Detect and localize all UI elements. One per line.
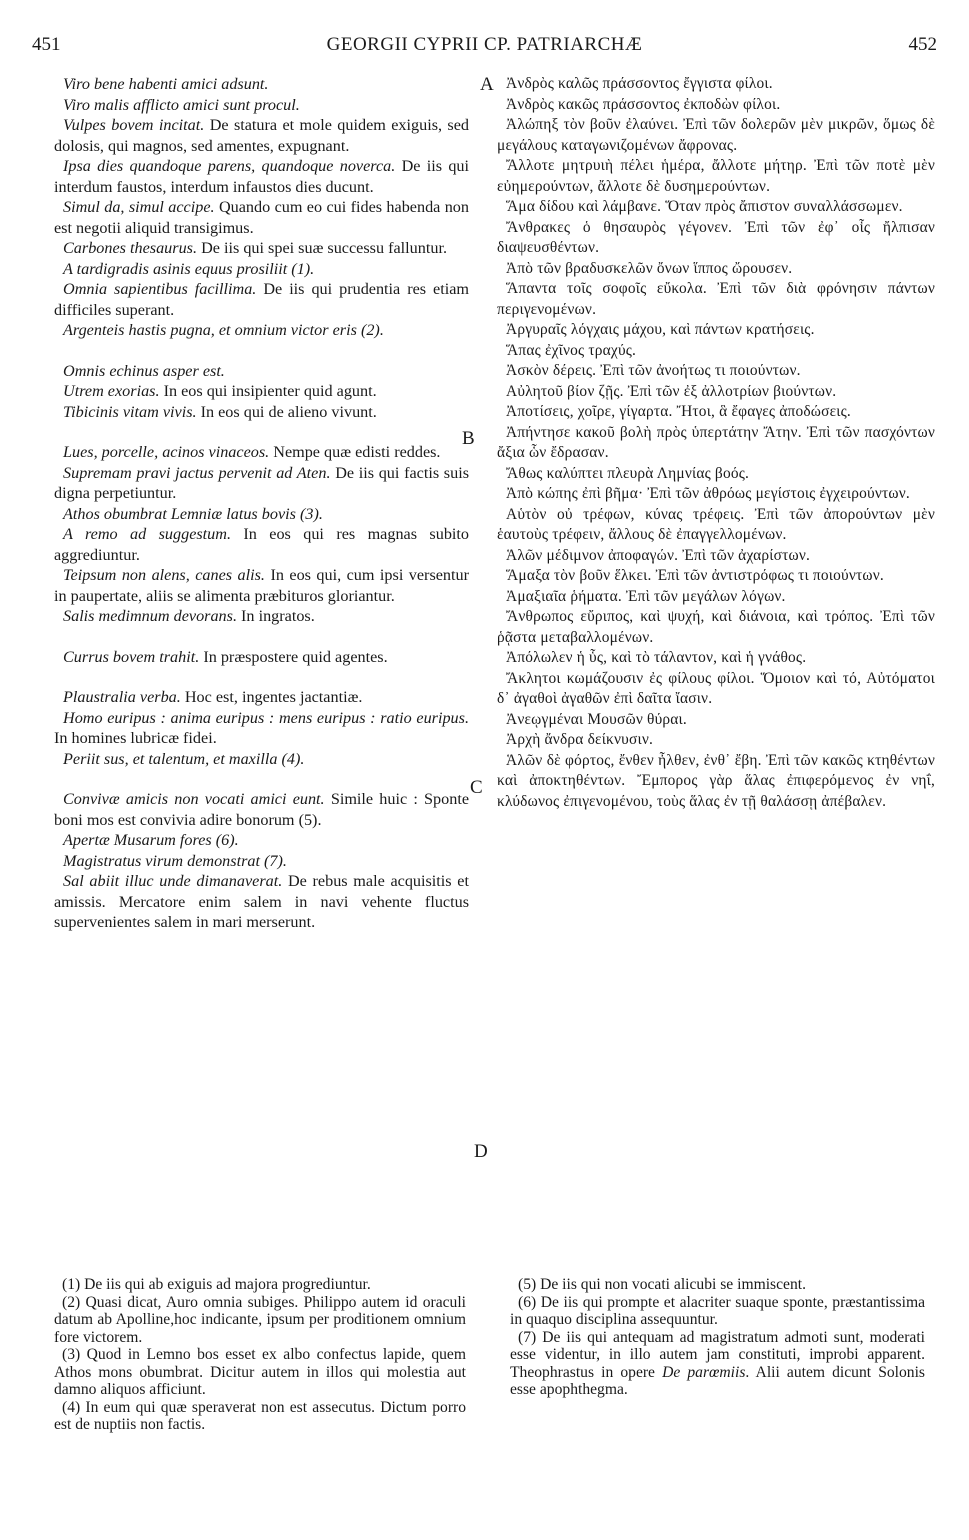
- latin-entry: [54, 279, 469, 320]
- greek-entry: Ἀλώπηξ τὸν βοῦν ἐλαύνει. Ἐπὶ τῶν δολερῶν μὲν μικρῶν, ὅμως δὲ μεγάλους καταγωνιζομένων ἄφρονας.: [497, 116, 935, 154]
- footnote-text: (6) De iis qui prompte et alacriter suaque sponte, præstantissima in quaquo disciplina assequuntur.: [510, 1293, 925, 1328]
- latin-gloss: De iis qui prudentia res etiam difficiles superant.: [54, 280, 470, 319]
- latin-proverb: Argenteis hastis pugna, et omnium victor eris (2).: [63, 321, 384, 339]
- latin-proverb: Currus bovem trahit.: [63, 647, 200, 666]
- latin-gloss: De iis qui factis suis digna perpetiuntur.: [54, 463, 469, 502]
- latin-entry: [54, 156, 469, 197]
- footnote-text: . Alii autem dicunt Solonis esse apophthegma.: [510, 1363, 925, 1398]
- running-title: GEORGII CYPRII CP. PATRIARCHÆ: [326, 34, 643, 55]
- greek-entry: Ἄθως καλύπτει πλευρὰ Λημνίας βοός.: [506, 464, 750, 482]
- latin-entry: [54, 320, 469, 341]
- footnote-text: (7) De iis qui antequam ad magistratum admoti sunt, moderati esse videntur, in illo autem jam constituti, improbi apparent. Theophrastus in opere: [510, 1328, 925, 1381]
- latin-entry: [54, 871, 469, 933]
- latin-gloss: De iis qui spei suæ successu falluntur.: [201, 239, 447, 257]
- latin-entry: [54, 830, 469, 851]
- greek-entry: Ἅπας ἐχῖνος τραχύς.: [506, 341, 637, 359]
- latin-proverb: Homo euripus : anima euripus : mens euripus : ratio euripus.: [63, 708, 469, 727]
- greek-entry: Ἁλῶν μέδιμνον ἀποφαγών. Ἐπὶ τῶν ἀχαρίστων.: [506, 546, 811, 564]
- footnote: [510, 1294, 925, 1329]
- greek-entry: Αὐλητοῦ βίον ζῇς. Ἐπὶ τῶν ἐξ ἀλλοτρίων βιούντων.: [506, 382, 837, 400]
- margin-letter-b: B: [462, 428, 475, 449]
- greek-entry: Ἀργυραῖς λόγχαις μάχου, καὶ πάντων κρατήσεις.: [506, 321, 815, 338]
- latin-gloss: De rebus male acquisitis et amissis. Mercatore enim salem in navi vehente fluctus supervenientes salem in mari merserunt.: [54, 872, 469, 931]
- latin-entry: [54, 647, 469, 668]
- greek-entry: Ἀποτίσεις, χοῖρε, γίγαρτα. Ἤτοι, ἃ ἔφαγες ἀποδώσεις.: [506, 403, 851, 420]
- greek-entry: Ἀπήντησε κακοῦ βολὴ πρὸς ὑπερτάτην Ἄτην. Ἐπὶ τῶν πασχόντων ἄξια ὧν ἔδρασαν.: [497, 423, 935, 461]
- latin-proverb: Vulpes bovem incitat.: [63, 116, 205, 134]
- latin-column: [54, 74, 469, 933]
- running-header: [32, 34, 937, 60]
- latin-entry: [54, 197, 469, 238]
- footnote: [510, 1329, 925, 1399]
- latin-entry: [54, 238, 469, 259]
- latin-entry: [54, 606, 469, 627]
- footnote: (3) Quod in Lemno bos esset ex albo confectus lapide, quem Athos mons obumbrat. Dicitur autem in illos qui molestia aut damno aliquos afficiunt.: [54, 1346, 466, 1398]
- latin-gloss: Nempe quæ edisti reddes.: [273, 443, 441, 461]
- latin-proverb: Omnis echinus asper est.: [63, 361, 225, 380]
- greek-entry: Ἅμαξα τὸν βοῦν ἕλκει. Ἐπὶ τῶν ἀντιστρόφως τι ποιούντων.: [506, 567, 884, 584]
- latin-entry: [54, 381, 469, 402]
- latin-gloss: Simile huic : Sponte boni mos est convivia adire bonorum (5).: [54, 790, 470, 829]
- latin-proverb: Utrem exorias.: [63, 382, 160, 400]
- latin-proverb: Carbones thesaurus.: [63, 239, 198, 257]
- greek-entry: Ἄνθρωπος εὔριπος, καὶ ψυχή, καὶ διάνοια, καὶ τρόπος. Ἐπὶ τῶν ῥᾷστα μεταβαλλομένων.: [497, 608, 935, 646]
- latin-entry: [54, 851, 469, 872]
- greek-entry: Ἀσκὸν δέρεις. Ἐπὶ τῶν ἀνοήτως τι ποιούντων.: [506, 362, 801, 379]
- latin-proverb: Viro bene habenti amici adsunt.: [63, 75, 269, 93]
- footnotes-left: [54, 1276, 466, 1434]
- latin-entry: [54, 504, 469, 525]
- latin-gloss: De statura et mole quidem exiguis, sed dolosis, qui magnos, sed amentes, expugnant.: [54, 116, 470, 155]
- greek-entry: Ἀπόλωλεν ἡ ὗς, καὶ τὸ τάλαντον, καὶ ἡ γνάθος.: [506, 649, 807, 666]
- latin-entry: [54, 789, 469, 830]
- latin-proverb: Viro malis afflicto amici sunt procul.: [63, 95, 300, 114]
- latin-proverb: Ipsa dies quandoque parens, quandoque noverca.: [63, 157, 396, 175]
- latin-proverb: A remo ad suggestum.: [63, 525, 232, 543]
- page-number-left: 451: [32, 34, 61, 55]
- footnote-text: (5) De iis qui non vocati alicubi se immiscent.: [518, 1276, 806, 1293]
- footnote: [510, 1276, 925, 1294]
- greek-entry: Ἀνεῳγμέναι Μουσῶν θύραι.: [506, 710, 687, 728]
- greek-entry: Ἀπὸ τῶν βραδυσκελῶν ὄνων ἵππος ὤρουσεν.: [506, 259, 793, 277]
- latin-proverb: Athos obumbrat Lemniæ latus bovis (3).: [63, 504, 323, 523]
- footnotes-right: [510, 1276, 925, 1399]
- latin-entry: [54, 74, 469, 95]
- greek-entry: Ἄκλητοι κωμάζουσιν ἐς φίλους φίλοι. Ὅμοιον καὶ τό, Αὐτόματοι δ᾽ ἀγαθοὶ ἀγαθῶν ἐπὶ δαῖτα ἴασιν.: [497, 669, 935, 707]
- greek-entry: Ἄλλοτε μητρυιὴ πέλει ἡμέρα, ἄλλοτε μήτηρ. Ἐπὶ τῶν ποτὲ μὲν εὐημερούντων, ἄλλοτε δὲ δυσημερούντων.: [497, 157, 935, 195]
- latin-proverb: Omnia sapientibus facillima.: [63, 280, 257, 298]
- latin-proverb: Magistratus virum demonstrat (7).: [63, 851, 287, 870]
- latin-entry: [54, 565, 469, 606]
- footnote-title: De parœmiis: [662, 1363, 746, 1381]
- page-number-right: 452: [908, 34, 937, 55]
- latin-gloss: In homines lubricæ fidei.: [54, 729, 217, 747]
- latin-proverb: A tardigradis asinis equus prosiliit (1).: [63, 259, 315, 278]
- latin-proverb: Convivæ amicis non vocati amici eunt.: [63, 790, 325, 808]
- latin-entry: [54, 708, 469, 749]
- latin-proverb: Plaustralia verba.: [63, 688, 181, 706]
- latin-entry: [54, 463, 469, 504]
- greek-entry: Ἅμα δίδου καὶ λάμβανε. Ὅταν πρὸς ἄπιστον συναλλάσσωμεν.: [506, 198, 903, 215]
- latin-entry: [54, 259, 469, 280]
- latin-entry: [54, 524, 469, 565]
- latin-entry: [54, 95, 469, 116]
- greek-entry: Ἀμαξιαῖα ῥήματα. Ἐπὶ τῶν μεγάλων λόγων.: [506, 587, 786, 605]
- margin-letter-a: A: [480, 74, 494, 95]
- latin-entry: [54, 361, 469, 382]
- latin-entry: [54, 687, 469, 708]
- latin-gloss: In ingratos.: [241, 607, 315, 625]
- latin-proverb: Tibicinis vitam vivis.: [63, 402, 197, 421]
- greek-column: [497, 74, 935, 812]
- latin-gloss: In eos qui res magnas subito aggrediuntur.: [54, 525, 469, 564]
- latin-proverb: Supremam pravi jactus pervenit ad Aten.: [63, 463, 331, 482]
- latin-gloss: In eos qui, cum ipsi versentur in paupertate, aliis se alimenta præbituros gloriantur.: [54, 566, 470, 605]
- greek-entry: Αὑτὸν οὐ τρέφων, κύνας τρέφεις. Ἐπὶ τῶν ἀπορούντων μὲν ἑαυτοὺς τρέφειν, ἄλλους δὲ ἐπαγγελλομένων.: [497, 505, 935, 543]
- greek-entry: Ἀπὸ κώπης ἐπὶ βῆμα· Ἐπὶ τῶν ἀθρόως μεγίστοις ἐγχειρούντων.: [506, 485, 910, 502]
- greek-entry: Ἀνδρὸς καλῶς πράσσοντος ἔγγιστα φίλοι.: [506, 75, 773, 92]
- footnote: (4) In eum qui quæ speraverat non est assecutus. Dictum porro est de nuptiis non factis.: [54, 1398, 466, 1433]
- margin-letter-d: D: [474, 1141, 488, 1162]
- latin-gloss: Quando cum eo cui fides habenda non est negotii aliquid transigimus.: [54, 198, 469, 237]
- greek-entry: Ἅπαντα τοῖς σοφοῖς εὔκολα. Ἐπὶ τῶν διὰ φρόνησιν πάντων περιγενομένων.: [497, 280, 935, 318]
- greek-entry: Ἀρχὴ ἄνδρα δείκνυσιν.: [506, 731, 654, 748]
- latin-entry: [54, 402, 469, 423]
- latin-proverb: Lues, porcelle, acinos vinaceos.: [63, 443, 270, 461]
- latin-proverb: Simul da, simul accipe.: [63, 198, 215, 216]
- greek-entry: Ἀνδρὸς κακῶς πράσσοντος ἐκποδὼν φίλοι.: [506, 95, 781, 113]
- latin-proverb: Apertæ Musarum fores (6).: [63, 831, 239, 849]
- latin-proverb: Periit sus, et talentum, et maxilla (4).: [63, 749, 305, 768]
- latin-entry: [54, 115, 469, 156]
- greek-entry: Ἁλῶν δὲ φόρτος, ἔνθεν ἦλθεν, ἐνθ᾽ ἔβη. Ἐπὶ τῶν κακῶς κτηθέντων καὶ ἀποκτηθέντων. Ἔμπορος γὰρ ἅλας ἐπιφερόμενος ἐν νηΐ, κλύδωνος ἐπιγενομένου, τοὺς ἅλας ἐν τῇ θαλάσσῃ ἀπέβαλεν.: [497, 751, 935, 810]
- latin-proverb: Salis medimnum devorans.: [63, 607, 237, 625]
- footnote: (1) De iis qui ab exiguis ad majora progrediuntur.: [62, 1276, 371, 1293]
- latin-proverb: Sal abiit illuc unde dimanaverat.: [63, 872, 283, 890]
- margin-letter-c: C: [470, 777, 483, 798]
- latin-gloss: In eos qui de alieno vivunt.: [200, 402, 377, 421]
- latin-gloss: In eos qui insipienter quid agunt.: [163, 382, 377, 400]
- latin-entry: [54, 442, 469, 463]
- latin-entry: [54, 749, 469, 770]
- latin-proverb: Teipsum non alens, canes alis.: [63, 566, 265, 584]
- greek-entry: Ἄνθρακες ὁ θησαυρὸς γέγονεν. Ἐπὶ τῶν ἐφ᾽ οἷς ἤλπισαν διαψευσθέντων.: [497, 218, 935, 256]
- latin-gloss: De iis qui interdum faustos, interdum infaustos dies ducunt.: [54, 157, 470, 196]
- latin-gloss: Hoc est, ingentes jactantiæ.: [184, 688, 363, 706]
- footnote: (2) Quasi dicat, Auro omnia subiges. Philippo autem id oraculi datum ab Apolline,hoc indicante, ipsum per proditionem omnium fore victorem.: [54, 1293, 466, 1346]
- latin-gloss: In præspostere quid agentes.: [203, 647, 388, 666]
